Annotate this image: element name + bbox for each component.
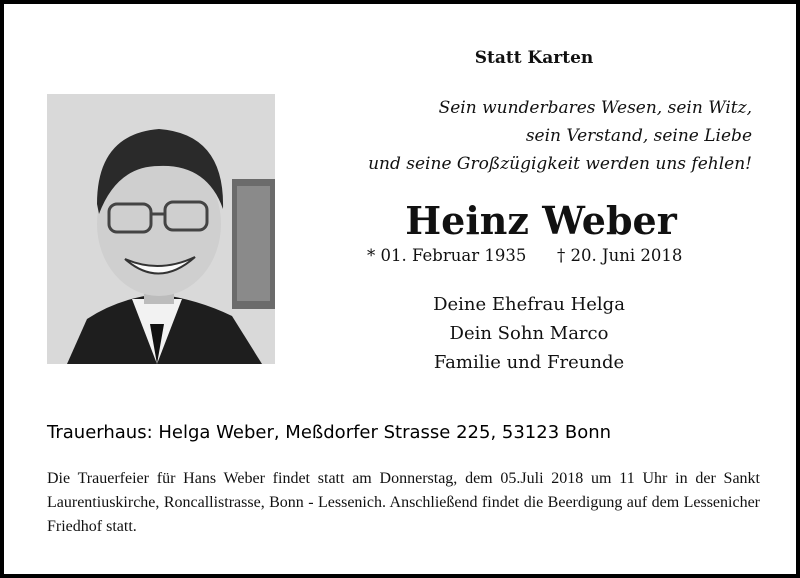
death-date: † 20. Juni 2018	[557, 246, 683, 265]
birth-date: * 01. Februar 1935	[367, 246, 527, 265]
quote-line: sein Verstand, seine Liebe	[525, 126, 752, 146]
family-line: Familie und Freunde	[433, 352, 625, 373]
quote-line: und seine Großzügigkeit werden uns fehlen!	[368, 154, 752, 174]
header-title: Statt Karten	[474, 48, 594, 68]
portrait-photo	[47, 94, 275, 364]
quote-line: Sein wunderbares Wesen, sein Witz,	[438, 98, 752, 118]
deceased-name: Heinz Weber	[405, 198, 677, 243]
portrait-image	[47, 94, 275, 364]
funeral-details: Die Trauerfeier für Hans Weber findet statt am Donnerstag, dem 05.Juli 2018 um 11 Uhr in der Sankt Laurentiuskirche, Roncallistrasse, Bonn - Lessenich. Anschließend findet die Beerdigung auf dem Lessenicher Friedhof statt.	[47, 470, 760, 535]
family-line: Deine Ehefrau Helga	[433, 294, 625, 315]
family-line: Dein Sohn Marco	[449, 323, 609, 344]
mourning-house-address: Trauerhaus: Helga Weber, Meßdorfer Strasse 225, 53123 Bonn	[47, 422, 612, 443]
memorial-quote	[332, 94, 752, 178]
family-signatures	[404, 290, 654, 377]
